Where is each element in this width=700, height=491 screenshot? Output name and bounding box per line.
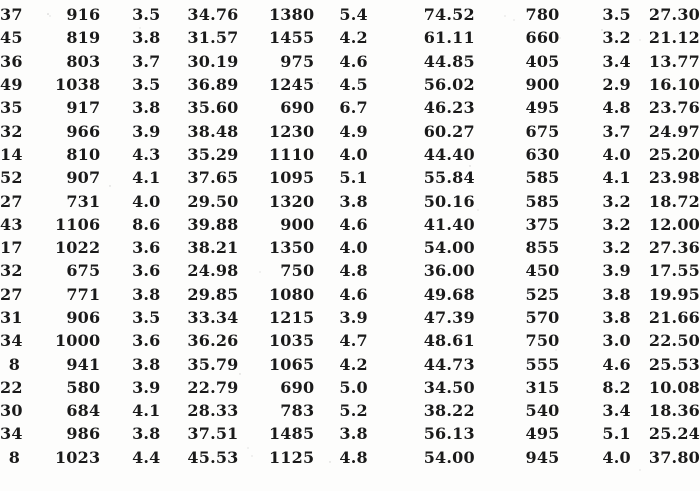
table-cell: 810 — [66, 144, 101, 164]
table-cell: 2.9 — [602, 75, 631, 95]
table-cell: 19.95 — [648, 284, 700, 304]
table-row — [0, 50, 700, 73]
table-cell: 49 — [0, 75, 23, 95]
table-cell: 3.5 — [132, 75, 161, 95]
table-cell: 855 — [525, 238, 560, 258]
table-cell: 44.85 — [423, 51, 475, 71]
table-cell: 61.11 — [423, 28, 475, 48]
table-cell: 3.8 — [602, 284, 631, 304]
table-cell: 36 — [0, 51, 23, 71]
table-cell: 690 — [280, 98, 315, 118]
table-cell: 35.29 — [187, 144, 239, 164]
table-cell: 5.1 — [339, 168, 368, 188]
table-cell: 37.51 — [187, 424, 239, 444]
table-cell: 1230 — [268, 121, 315, 141]
table-cell: 585 — [525, 168, 560, 188]
table-cell: 45.53 — [187, 447, 239, 467]
table-cell: 4.8 — [339, 447, 368, 467]
table-cell: 36.26 — [187, 331, 239, 351]
table-cell: 28.33 — [187, 401, 239, 421]
table-row — [0, 352, 700, 375]
table-cell: 8 — [8, 447, 21, 467]
table-cell: 74.52 — [423, 5, 475, 25]
table-cell: 4.0 — [339, 144, 368, 164]
table-cell: 1125 — [268, 447, 315, 467]
table-cell: 1350 — [268, 238, 315, 258]
table-cell: 630 — [525, 144, 560, 164]
table-cell: 35 — [0, 98, 23, 118]
table-cell: 525 — [525, 284, 560, 304]
table-cell: 750 — [280, 261, 315, 281]
table-cell: 21.12 — [648, 28, 700, 48]
table-cell: 8.6 — [132, 214, 161, 234]
table-cell: 22 — [0, 377, 23, 397]
table-row — [0, 259, 700, 282]
table-cell: 4.0 — [602, 447, 631, 467]
table-cell: 1038 — [54, 75, 101, 95]
table-cell: 25.20 — [648, 144, 700, 164]
table-cell: 941 — [66, 354, 101, 374]
table-cell: 45 — [0, 28, 23, 48]
table-cell: 3.8 — [132, 28, 161, 48]
table-cell: 3.6 — [132, 261, 161, 281]
table-cell: 5.0 — [339, 377, 368, 397]
table-row — [0, 189, 700, 212]
table-cell: 4.3 — [132, 144, 161, 164]
table-cell: 38.22 — [423, 401, 475, 421]
table-cell: 22.79 — [187, 377, 239, 397]
table-cell: 3.8 — [339, 424, 368, 444]
table-cell: 585 — [525, 191, 560, 211]
table-cell: 1215 — [268, 308, 315, 327]
table-cell: 3.7 — [132, 51, 161, 71]
table-row — [0, 306, 700, 329]
table-cell: 907 — [66, 168, 101, 188]
table-cell: 21.66 — [648, 308, 700, 327]
table-cell: 580 — [66, 377, 101, 397]
table-cell: 33.34 — [187, 308, 239, 327]
table-cell: 900 — [280, 214, 315, 234]
table-cell: 1065 — [268, 354, 315, 374]
table-cell: 3.9 — [339, 308, 368, 327]
table-cell: 13.77 — [648, 51, 700, 71]
table-cell: 34 — [0, 424, 23, 444]
table-cell: 4.1 — [602, 168, 631, 188]
table-cell: 24.97 — [648, 121, 700, 141]
table-cell: 3.9 — [132, 121, 161, 141]
table-row — [0, 166, 700, 189]
table-cell: 3.6 — [132, 238, 161, 258]
table-cell: 771 — [66, 284, 101, 304]
table-cell: 31.57 — [187, 28, 239, 48]
table-cell: 450 — [525, 261, 560, 281]
table-cell: 4.6 — [339, 214, 368, 234]
table-cell: 4.1 — [132, 168, 161, 188]
table-cell: 24.98 — [187, 261, 239, 281]
table-cell: 36.89 — [187, 75, 239, 95]
table-cell: 315 — [525, 377, 560, 397]
table-cell: 18.72 — [648, 191, 700, 211]
table-cell: 8.2 — [602, 377, 631, 397]
table-cell: 4.9 — [339, 121, 368, 141]
table-cell: 690 — [280, 377, 315, 397]
table-cell: 3.4 — [602, 401, 631, 421]
table-cell: 375 — [525, 214, 560, 234]
table-cell: 37.65 — [187, 168, 239, 188]
table-cell: 4.6 — [339, 51, 368, 71]
table-cell: 55.84 — [423, 168, 475, 188]
table-cell: 819 — [66, 28, 101, 48]
table-cell: 3.4 — [602, 51, 631, 71]
table-row — [0, 213, 700, 236]
table-cell: 44.40 — [423, 144, 475, 164]
table-cell: 803 — [66, 51, 101, 71]
table-cell: 14 — [0, 144, 23, 164]
table-cell: 6.7 — [339, 98, 368, 118]
table-cell: 38.21 — [187, 238, 239, 258]
table-cell: 4.0 — [132, 191, 161, 211]
table-cell: 1380 — [268, 5, 315, 25]
table-cell: 3.2 — [602, 191, 631, 211]
table-cell: 3.8 — [602, 308, 631, 327]
table-cell: 4.5 — [339, 75, 368, 95]
table-cell: 50.16 — [423, 191, 475, 211]
table-cell: 750 — [525, 331, 560, 351]
table-cell: 4.8 — [602, 98, 631, 118]
table-cell: 1485 — [268, 424, 315, 444]
table-row — [0, 446, 700, 469]
table-cell: 495 — [525, 424, 560, 444]
table-cell: 48.61 — [423, 331, 475, 351]
table-cell: 32 — [0, 121, 23, 141]
data-table — [0, 3, 700, 469]
table-row — [0, 73, 700, 96]
table-cell: 41.40 — [423, 214, 475, 234]
table-cell: 43 — [0, 214, 23, 234]
table-cell: 3.8 — [132, 424, 161, 444]
table-cell: 1023 — [54, 447, 101, 467]
table-cell: 675 — [66, 261, 101, 281]
table-cell: 5.1 — [602, 424, 631, 444]
table-row — [0, 329, 700, 352]
table-cell: 38.48 — [187, 121, 239, 141]
table-row — [0, 143, 700, 166]
table-cell: 4.6 — [339, 284, 368, 304]
table-cell: 1110 — [268, 144, 315, 164]
table-cell: 29.50 — [187, 191, 239, 211]
table-cell: 731 — [66, 191, 101, 211]
table-cell: 39.88 — [187, 214, 239, 234]
table-cell: 54.00 — [423, 238, 475, 258]
table-cell: 16.10 — [648, 75, 700, 95]
table-cell: 4.8 — [339, 261, 368, 281]
table-cell: 3.8 — [132, 354, 161, 374]
table-row — [0, 236, 700, 259]
table-cell: 4.0 — [339, 238, 368, 258]
table-cell: 37.80 — [648, 447, 700, 467]
table-cell: 555 — [525, 354, 560, 374]
table-cell: 3.8 — [132, 98, 161, 118]
table-cell: 27.36 — [648, 238, 700, 258]
table-cell: 34 — [0, 331, 23, 351]
table-row — [0, 422, 700, 445]
table-cell: 4.2 — [339, 354, 368, 374]
table-cell: 25.53 — [648, 354, 700, 374]
table-cell: 47.39 — [423, 308, 475, 327]
table-cell: 4.1 — [132, 401, 161, 421]
table-cell: 1080 — [268, 284, 315, 304]
table-cell: 17 — [0, 238, 23, 258]
table-cell: 25.24 — [648, 424, 700, 444]
table-cell: 27.30 — [648, 5, 700, 25]
table-cell: 27 — [0, 284, 23, 304]
table-cell: 12.00 — [648, 214, 700, 234]
table-cell: 1035 — [268, 331, 315, 351]
table-cell: 966 — [66, 121, 101, 141]
table-cell: 4.6 — [602, 354, 631, 374]
table-cell: 8 — [8, 354, 21, 374]
table-cell: 31 — [0, 308, 23, 327]
table-cell: 23.76 — [648, 98, 700, 118]
table-cell: 3.5 — [132, 308, 161, 327]
table-cell: 3.8 — [132, 284, 161, 304]
table-row — [0, 399, 700, 422]
table-cell: 3.2 — [602, 214, 631, 234]
table-cell: 34.76 — [187, 5, 239, 25]
table-cell: 35.79 — [187, 354, 239, 374]
table-cell: 27 — [0, 191, 23, 211]
table-cell: 917 — [66, 98, 101, 118]
table-cell: 34.50 — [423, 377, 475, 397]
table-cell: 32 — [0, 261, 23, 281]
table-cell: 3.9 — [602, 261, 631, 281]
table-body — [0, 3, 700, 469]
table-cell: 30.19 — [187, 51, 239, 71]
table-cell: 10.08 — [648, 377, 700, 397]
table-cell: 5.4 — [339, 5, 368, 25]
table-cell: 1245 — [268, 75, 315, 95]
table-cell: 35.60 — [187, 98, 239, 118]
table-row — [0, 376, 700, 399]
table-cell: 684 — [66, 401, 101, 421]
table-cell: 675 — [525, 121, 560, 141]
table-cell: 3.6 — [132, 331, 161, 351]
table-cell: 56.02 — [423, 75, 475, 95]
table-cell: 906 — [66, 308, 101, 327]
table-cell: 660 — [525, 28, 560, 48]
table-cell: 1455 — [268, 28, 315, 48]
table-cell: 52 — [0, 168, 23, 188]
table-row — [0, 26, 700, 49]
table-cell: 56.13 — [423, 424, 475, 444]
table-row — [0, 3, 700, 26]
table-cell: 4.4 — [132, 447, 161, 467]
table-cell: 3.0 — [602, 331, 631, 351]
table-cell: 46.23 — [423, 98, 475, 118]
table-cell: 1320 — [268, 191, 315, 211]
table-cell: 3.5 — [132, 5, 161, 25]
table-cell: 1095 — [268, 168, 315, 188]
table-cell: 29.85 — [187, 284, 239, 304]
table-cell: 4.0 — [602, 144, 631, 164]
table-cell: 60.27 — [423, 121, 475, 141]
table-cell: 900 — [525, 75, 560, 95]
table-cell: 30 — [0, 401, 23, 421]
table-cell: 1106 — [54, 214, 101, 234]
table-cell: 495 — [525, 98, 560, 118]
table-cell: 570 — [525, 308, 560, 327]
table-cell: 4.2 — [339, 28, 368, 48]
table-cell: 49.68 — [423, 284, 475, 304]
table-cell: 44.73 — [423, 354, 475, 374]
table-cell: 3.2 — [602, 238, 631, 258]
table-cell: 3.5 — [602, 5, 631, 25]
table-cell: 1000 — [54, 331, 101, 351]
table-cell: 18.36 — [648, 401, 700, 421]
table-cell: 36.00 — [423, 261, 475, 281]
table-cell: 3.2 — [602, 28, 631, 48]
table-cell: 17.55 — [648, 261, 700, 281]
table-cell: 780 — [525, 5, 560, 25]
table-row — [0, 119, 700, 142]
table-cell: 986 — [66, 424, 101, 444]
table-cell: 975 — [280, 51, 315, 71]
table-cell: 540 — [525, 401, 560, 421]
table-cell: 783 — [280, 401, 315, 421]
table-row — [0, 283, 700, 306]
table-cell: 23.98 — [648, 168, 700, 188]
table-cell: 3.7 — [602, 121, 631, 141]
table-cell: 37 — [0, 5, 23, 25]
table-cell: 54.00 — [423, 447, 475, 467]
table-cell: 405 — [525, 51, 560, 71]
table-cell: 3.9 — [132, 377, 161, 397]
table-cell: 5.2 — [339, 401, 368, 421]
table-cell: 1022 — [54, 238, 101, 258]
table-cell: 4.7 — [339, 331, 368, 351]
table-cell: 916 — [66, 5, 101, 25]
table-cell: 22.50 — [648, 331, 700, 351]
table-cell: 945 — [525, 447, 560, 467]
table-row — [0, 96, 700, 119]
table-cell: 3.8 — [339, 191, 368, 211]
